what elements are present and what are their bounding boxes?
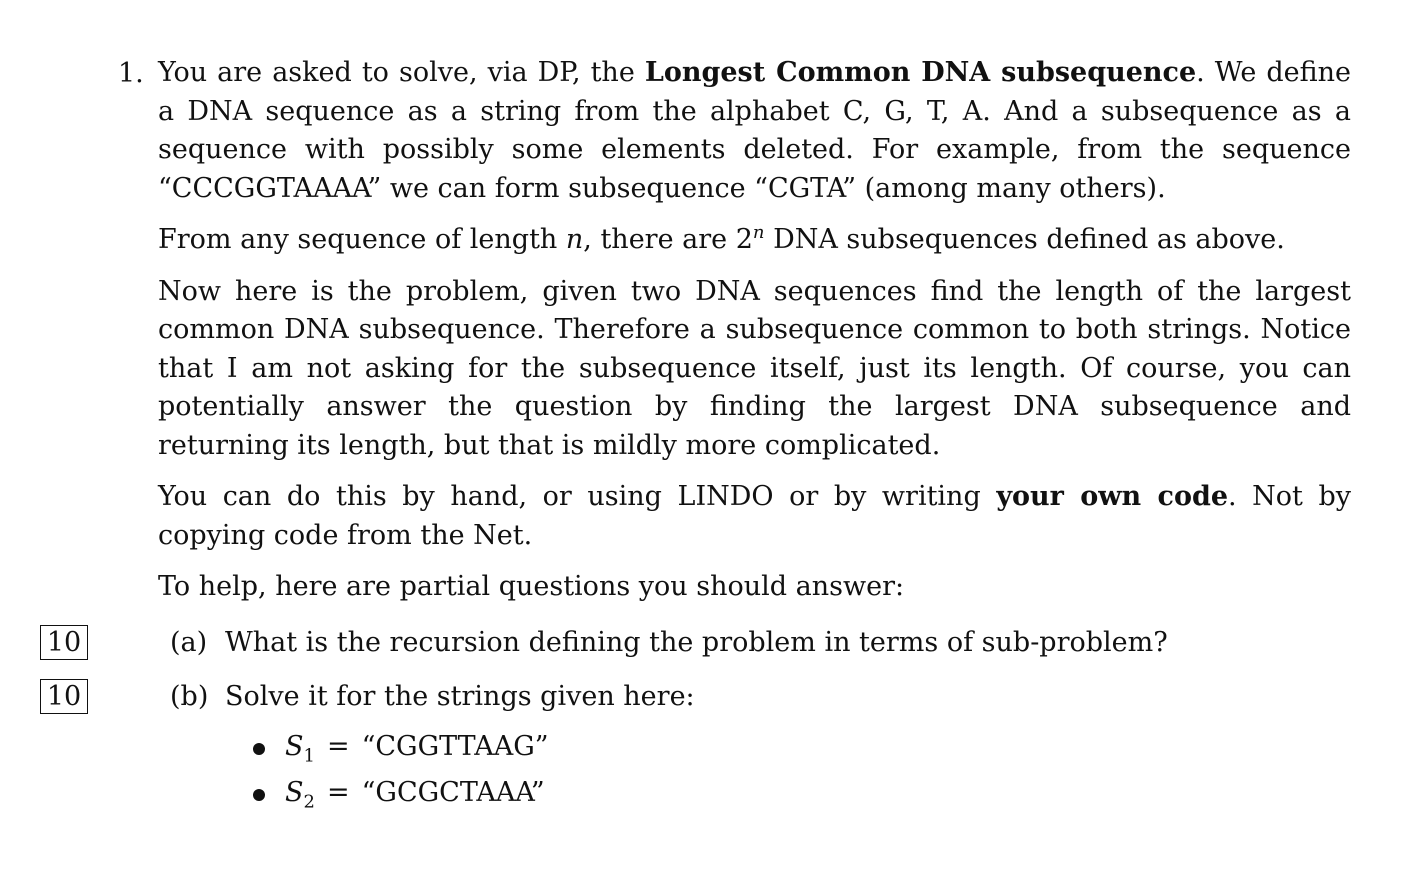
sub-question-label: (b) bbox=[170, 681, 209, 712]
count-text-1: From any sequence of length bbox=[158, 224, 566, 255]
string-s2 bbox=[285, 774, 545, 812]
method-text-1: You can do this by hand, or using LINDO or by writing bbox=[158, 481, 997, 512]
string-value: “CGGTTAAG” bbox=[361, 731, 549, 762]
sub-question-text: Solve it for the strings given here: bbox=[225, 681, 695, 712]
count-text-2: , there are 2 bbox=[583, 224, 753, 255]
intro-text-1: You are asked to solve, via DP, the bbox=[158, 57, 645, 88]
sub-question-b bbox=[0, 678, 1428, 718]
points-box: 10 bbox=[40, 625, 88, 660]
question-number: 1. bbox=[118, 58, 144, 89]
list-item bbox=[0, 728, 1428, 768]
string-value: “GCGCTAAA” bbox=[361, 777, 545, 808]
paragraph-method bbox=[158, 478, 1351, 555]
equals-sign: = bbox=[326, 777, 350, 808]
own-code-bold: your own code bbox=[996, 481, 1229, 512]
math-exponent-n: n bbox=[752, 222, 765, 243]
string-s1 bbox=[285, 728, 549, 766]
paragraph-help: To help, here are partial questions you should answer: bbox=[158, 571, 905, 602]
string-var: S bbox=[285, 731, 304, 762]
string-subscript: 2 bbox=[303, 791, 315, 813]
sub-question-label: (a) bbox=[170, 627, 208, 658]
paragraph-intro bbox=[158, 54, 1351, 208]
string-subscript: 1 bbox=[303, 745, 315, 767]
bullet-icon bbox=[253, 789, 265, 801]
string-var: S bbox=[285, 777, 304, 808]
paragraph-count bbox=[158, 221, 1351, 260]
equals-sign: = bbox=[326, 731, 350, 762]
intro-text-2: . We define a DNA sequence as a string from the alphabet C, G, T, A. And a subsequence as a sequence with possibly some elements deleted. For example, from the sequence “CCCGGTAAAA” we can form subsequence “CGTA” (among many others). bbox=[158, 57, 1351, 204]
method-text-2: . Not by copying code from the Net. bbox=[158, 481, 1352, 551]
list-item bbox=[0, 774, 1428, 814]
sub-question-a bbox=[0, 624, 1428, 664]
math-var-n: n bbox=[565, 224, 584, 255]
paragraph-problem: Now here is the problem, given two DNA sequences find the length of the largest common DNA subsequence. Therefore a subsequence common to both strings. Notice that I am not asking for the subsequence itself, just its length. Of course, you can potentially answer the question by finding the largest DNA subsequence and returning its length, but that is mildly more complicated. bbox=[158, 275, 1351, 461]
problem-title-bold: Longest Common DNA subsequence bbox=[644, 57, 1197, 88]
points-box: 10 bbox=[40, 679, 88, 714]
question-body bbox=[158, 54, 1351, 607]
sub-question-text: What is the recursion defining the problem in terms of sub-problem? bbox=[225, 627, 1168, 658]
bullet-icon bbox=[253, 743, 265, 755]
count-text-3: DNA subsequences defined as above. bbox=[764, 224, 1285, 255]
